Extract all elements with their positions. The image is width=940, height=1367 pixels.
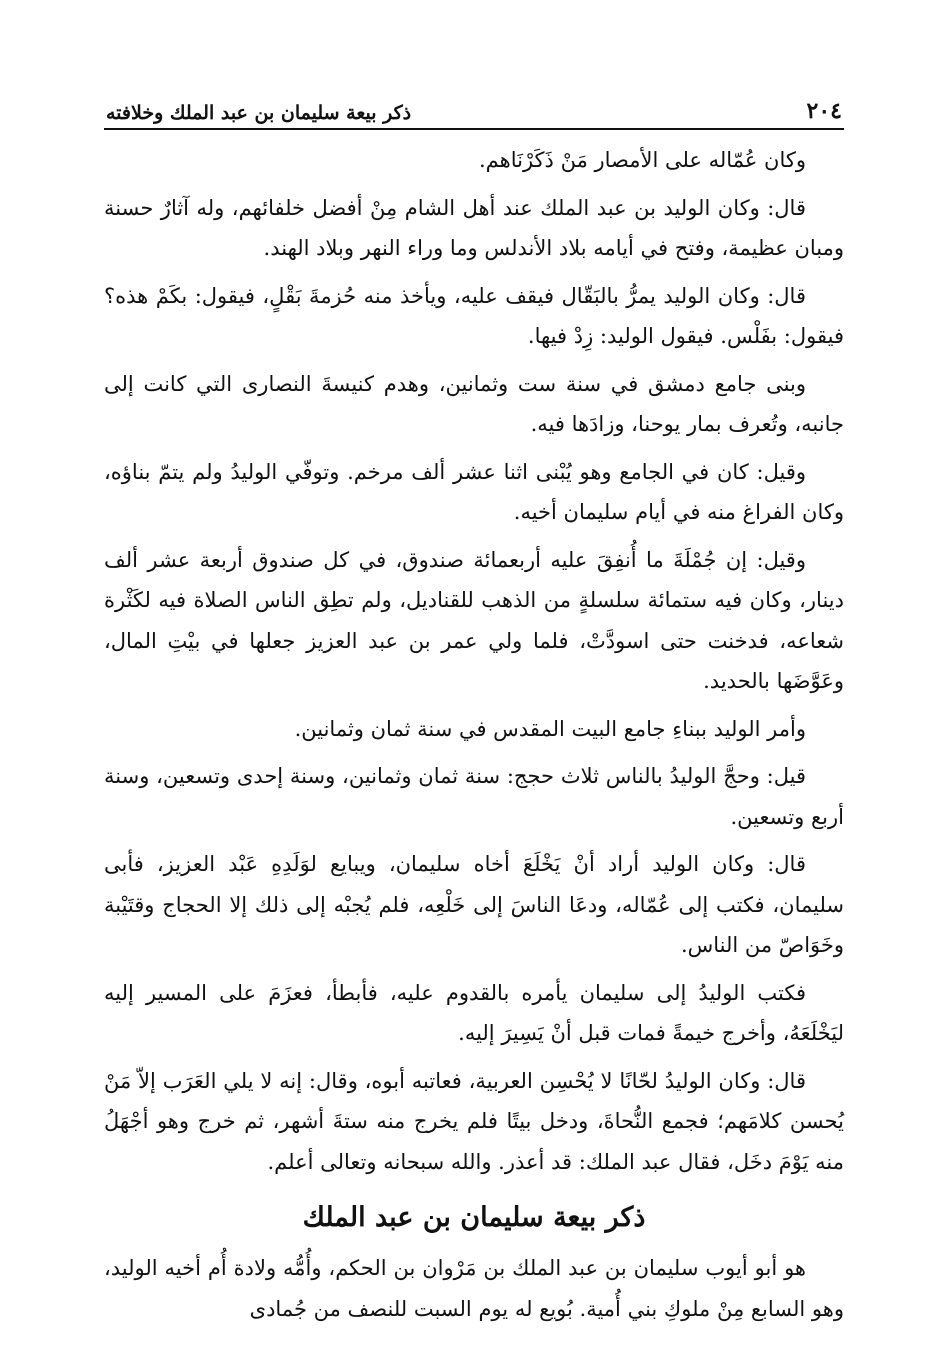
paragraph: وأمر الوليد ببناءِ جامع البيت المقدس في سنة ثمان وثمانين. [294,716,806,741]
paragraph: وكان عُمّاله على الأمصار مَنْ ذَكَرْنَاهم. [479,148,806,172]
running-header-title: ذكر بيعة سليمان بن عبد الملك وخلافته [106,102,412,124]
page-body [104,140,844,1329]
page-number: ٢٠٤ [806,98,842,124]
running-header [104,96,844,130]
paragraph: وقيل: إن جُمْلَةَ ما أُنفِقَ عليه أربعمائة صندوق، في كل صندوق أربعة عشر ألف دينار، وكان فيه ستمائة سلسلةٍ من الذهب للقناديل، ولم تطِق الناس الصلاة فيه لكَثْرة شعاعه، فدخنت حتى اسودَّتْ، فلما ولي عمر بن عبد العزيز جعلها في بيْتِ المال، وعَوَّضَها بالحديد. [104,547,844,693]
paragraph: قال: وكان الوليد يمرُّ بالبَقّال فيقف عليه، ويأخذ منه حُزمةَ بَقْلٍ، فيقول: بكَمْ هذه؟ فيقول: بفَلْس. فيقول الوليد: زِدْ فيها. [104,283,844,348]
paragraph: قال: وكان الوليدُ لحّانًا لا يُحْسِن العربية، فعاتبه أبوه، وقال: إنه لا يلي العَرَب إلاّ مَنْ يُحسن كلامَهم؛ فجمع النُّحاةَ، ودخل بيتًا فلم يخرج منه ستةَ أشهر، ثم خرج وهو أجْهَلُ منه يَوْمَ دخَل، فقال عبد الملك: قد أعذر. والله سبحانه وتعالى أعلم. [104,1068,844,1174]
paragraph: فكتب الوليدُ إلى سليمان يأمره بالقدوم عليه، فأبطأ، فعزَمَ على المسير إليه ليَخْلَعَهُ، وأخرج خيمةً فمات قبل أنْ يَسِيرَ إليه. [104,980,844,1045]
book-page [104,96,844,1336]
paragraph: هو أبو أيوب سليمان بن عبد الملك بن مَرْوان بن الحكم، وأُمُّه ولادة أُم أخيه الوليد، وهو السابع مِنْ ملوكِ بني أُمية. بُويع له يوم السبت للنصف من جُمادى [104,1256,844,1321]
paragraph: قيل: وحجَّ الوليدُ بالناس ثلاث حجج: سنة ثمان وثمانين، وسنة إحدى وتسعين، وسنة أربع وتسعين. [104,764,844,829]
paragraph: قال: وكان الوليد بن عبد الملك عند أهل الشام مِنْ أفضل خلفائهم، وله آثارٌ حسنة ومبان عظيمة، وفتح في أيامه بلاد الأندلس وما وراء النهر وبلاد الهند. [104,195,844,260]
paragraph: قال: وكان الوليد أراد أنْ يَخْلَعَ أخاه سليمان، ويبايع لوَلَدِهِ عَبْد العزيز، فأبى سليمان، فكتب إلى عُمّاله، ودعَا الناسَ إلى خَلْعِه، فلم يُجبْه إلى ذلك إلا الحجاج وقتَيْبة وخَوَاصّ من الناس. [104,852,844,957]
paragraph: وقيل: كان في الجامع وهو يُبْنى اثنا عشر ألف مرخم. وتوفّي الوليدُ ولم يتمّ بناؤه، وكان الفراغ منه في أيام سليمان أخيه. [104,459,844,524]
section-heading: ذكر بيعة سليمان بن عبد الملك [302,1202,646,1233]
paragraph: وبنى جامع دمشق في سنة ست وثمانين، وهدم كنيسةَ النصارى التي كانت إلى جانبه، وتُعرف بمار يوحنا، وزادَها فيه. [104,371,844,436]
